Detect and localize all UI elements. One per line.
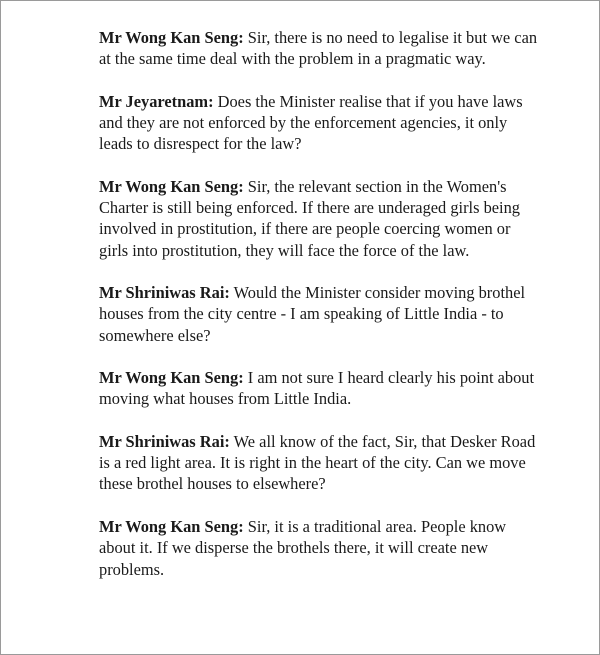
speech-text: I am not sure I heard clearly his point about moving what houses from Little India. <box>99 368 535 409</box>
speaker-name: Mr Wong Kan Seng: <box>99 28 244 47</box>
speech-text: Does the Minister realise that if you have laws and they are not enforced by the enforcement agencies, it only leads to disrespect for the law? <box>99 91 523 154</box>
speaker-name: Mr Jeyaretnam: <box>99 91 214 111</box>
transcript-paragraph <box>99 282 539 346</box>
transcript-paragraph <box>99 367 539 410</box>
speaker-name: Mr Wong Kan Seng: <box>99 368 244 388</box>
speaker-name: Mr Shriniwas Rai: <box>99 431 230 451</box>
speech-text: We all know of the fact, Sir, that Desker Road is a red light area. It is right in the heart of the city. Can we move these brothel houses to elsewhere? <box>99 431 536 494</box>
speaker-name: Mr Wong Kan Seng: <box>99 176 244 196</box>
transcript-paragraph <box>99 431 539 495</box>
transcript-paragraph <box>99 27 539 70</box>
speech-text: Sir, there is no need to legalise it but we can at the same time deal with the problem in a pragmatic way. <box>99 28 538 69</box>
speaker-name: Mr Shriniwas Rai: <box>99 283 230 303</box>
transcript-body <box>99 27 539 601</box>
speech-text: Sir, it is a traditional area. People know about it. If we disperse the brothels there, it will create new problems. <box>99 516 507 579</box>
speaker-name: Mr Wong Kan Seng: <box>99 516 244 536</box>
speech-text: Sir, the relevant section in the Women's Charter is still being enforced. If there are underaged girls being involved in prostitution, if there are people coercing women or girls into prostitution, they will face the force of the law. <box>99 176 520 260</box>
speech-text: Would the Minister consider moving brothel houses from the city centre - I am speaking of Little India - to somewhere else? <box>99 283 526 345</box>
transcript-paragraph <box>99 516 539 580</box>
transcript-paragraph <box>99 91 539 155</box>
transcript-paragraph <box>99 176 539 262</box>
